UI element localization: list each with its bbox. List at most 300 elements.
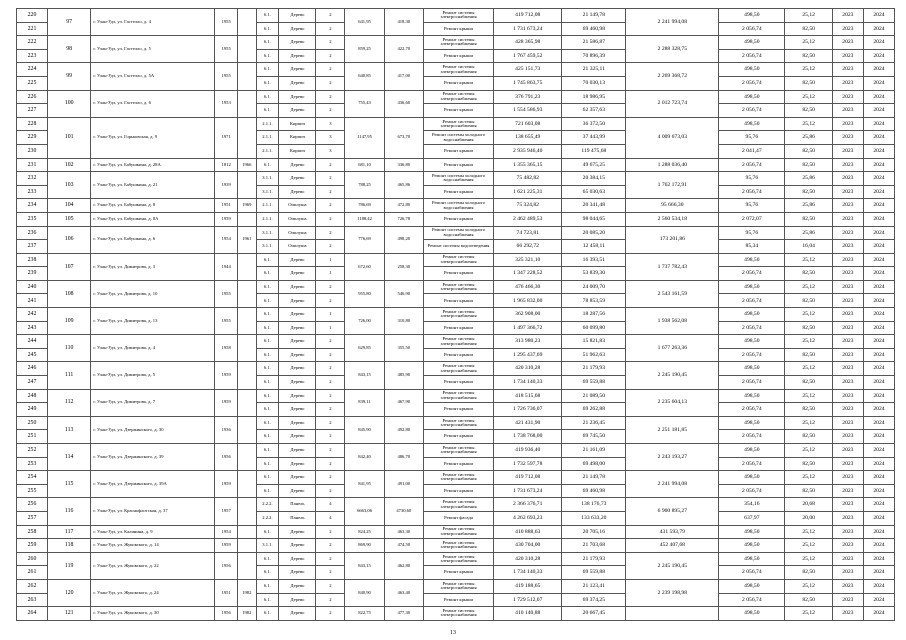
floors-count: 2 [316, 457, 345, 471]
floors-count: 4 [316, 498, 345, 512]
unit-price: 82,50 [785, 376, 833, 390]
plan-year-start: 2023 [832, 144, 863, 158]
cost-extra: 21 236,45 [562, 416, 626, 430]
floors-count: 3 [316, 131, 345, 145]
plan-year-end: 2024 [863, 49, 894, 63]
wall-code: 6.1. [256, 49, 279, 63]
row-number: 226 [17, 90, 48, 104]
wall-code: 6.1. [256, 63, 279, 77]
house-total: 6 900 895,27 [626, 498, 719, 525]
reconstruction-year [238, 389, 257, 416]
plan-year-start: 2023 [832, 348, 863, 362]
plan-year-start: 2023 [832, 566, 863, 580]
unit-price: 82,50 [785, 294, 833, 308]
address-cell: г. Улан-Удэ, ул. Гастелло, д. 6 [91, 90, 215, 117]
unit-rate: 498,50 [719, 607, 785, 621]
total-area: 1147,95 [345, 117, 384, 158]
work-type: Ремонт системы электроснабжения [423, 90, 493, 104]
floors-count: 2 [316, 416, 345, 430]
plan-year-start: 2023 [832, 240, 863, 254]
house-total: 2 012 723,74 [626, 90, 719, 117]
object-number: 110 [47, 335, 90, 362]
plan-year-start: 2023 [832, 525, 863, 539]
cost-extra: 21 149,78 [562, 471, 626, 485]
work-type: Ремонт системы электроснабжения [423, 444, 493, 458]
work-type: Ремонт системы электроснабжения [423, 607, 493, 621]
wall-code: 3.1.1. [256, 185, 279, 199]
plan-year-end: 2024 [863, 267, 894, 281]
table-row [17, 280, 895, 294]
plan-year-start: 2023 [832, 158, 863, 172]
work-type: Ремонт системы электроснабжения [423, 308, 493, 322]
table-row [17, 525, 895, 539]
work-type: Ремонт системы холодного водоснабжения [423, 172, 493, 186]
plan-year-start: 2023 [832, 63, 863, 77]
unit-price: 82,50 [785, 321, 833, 335]
work-cost: 313 980,23 [494, 335, 562, 349]
plan-year-start: 2023 [832, 308, 863, 322]
row-number: 247 [17, 376, 48, 390]
row-number: 251 [17, 430, 48, 444]
living-area: 492,80 [384, 416, 423, 443]
unit-rate: 95,76 [719, 172, 785, 186]
work-cost: 410 888,63 [494, 525, 562, 539]
total-area: 788,25 [345, 172, 384, 199]
work-type: Ремонт системы холодного водоснабжения [423, 199, 493, 213]
work-type: Ремонт крыши [423, 457, 493, 471]
work-type: Ремонт крыши [423, 267, 493, 281]
floors-count: 2 [316, 484, 345, 498]
table-row [17, 308, 895, 322]
work-cost: 420 310,28 [494, 552, 562, 566]
row-number: 220 [17, 9, 48, 23]
build-year: 1959 [215, 471, 238, 498]
wall-material: Дерево [279, 430, 316, 444]
unit-rate: 498,50 [719, 362, 785, 376]
cost-extra: 51 962,63 [562, 348, 626, 362]
wall-material: Дерево [279, 566, 316, 580]
wall-material: Дерево [279, 172, 316, 186]
wall-material: Дерево [279, 348, 316, 362]
address-cell: г. Улан-Удэ, ул. Жуковского, д. 24 [91, 579, 215, 606]
unit-price: 25,12 [785, 416, 833, 430]
row-number: 256 [17, 498, 48, 512]
house-total: 2 288 328,75 [626, 36, 719, 63]
object-number: 97 [47, 9, 90, 36]
work-cost: 325 321,10 [494, 253, 562, 267]
unit-rate: 2 056,74 [719, 376, 785, 390]
plan-year-end: 2024 [863, 226, 894, 240]
house-total: 2 241 994,08 [626, 9, 719, 36]
plan-year-end: 2024 [863, 430, 894, 444]
work-cost: 430 704,00 [494, 539, 562, 553]
unit-price: 25,12 [785, 9, 833, 23]
object-number: 99 [47, 63, 90, 90]
wall-material: Кирпич [279, 144, 316, 158]
object-number: 119 [47, 552, 90, 579]
unit-rate: 498,50 [719, 539, 785, 553]
work-type: Ремонт системы электроснабжения [423, 471, 493, 485]
plan-year-end: 2024 [863, 321, 894, 335]
reconstruction-year [238, 362, 257, 389]
work-cost: 74 723,81 [494, 226, 562, 240]
house-total: 95 666,30 [626, 199, 719, 213]
reconstruction-year [238, 471, 257, 498]
wall-material: Дерево [279, 593, 316, 607]
table-row [17, 117, 895, 131]
wall-material: Дерево [279, 158, 316, 172]
living-area: 463,30 [384, 525, 423, 539]
unit-price: 82,50 [785, 348, 833, 362]
table-row [17, 90, 895, 104]
plan-year-end: 2024 [863, 104, 894, 118]
object-number: 107 [47, 253, 90, 280]
plan-year-end: 2024 [863, 484, 894, 498]
wall-material: Дерево [279, 389, 316, 403]
address-cell: г. Улан-Удэ, ул. Димитрова, д. 5 [91, 362, 215, 389]
plan-year-end: 2024 [863, 362, 894, 376]
cost-extra: 62 357,63 [562, 104, 626, 118]
object-number: 116 [47, 498, 90, 525]
plan-year-start: 2023 [832, 457, 863, 471]
wall-code: 6.1. [256, 90, 279, 104]
wall-code: 6.1. [256, 552, 279, 566]
wall-code: 6.1. [256, 444, 279, 458]
address-cell: г. Улан-Удэ, ул. Бабушкина, д. 28А [91, 158, 215, 172]
cost-extra: 24 009,70 [562, 280, 626, 294]
address-cell: г. Улан-Удэ, ул. Бабушкина, д. 6 [91, 226, 215, 253]
plan-year-end: 2024 [863, 403, 894, 417]
unit-price: 82,50 [785, 403, 833, 417]
wall-code: 3.1.1. [256, 539, 279, 553]
wall-material: Дерево [279, 471, 316, 485]
build-year: 1958 [215, 335, 238, 362]
wall-code: 2.1.1. [256, 199, 279, 213]
house-total: 1 677 263,36 [626, 335, 719, 362]
table-row [17, 416, 895, 430]
living-area: 486,70 [384, 444, 423, 471]
unit-rate: 498,50 [719, 9, 785, 23]
work-type: Ремонт системы электроснабжения [423, 539, 493, 553]
work-cost: 419 712,08 [494, 471, 562, 485]
work-type: Ремонт системы электроснабжения [423, 36, 493, 50]
unit-rate: 498,50 [719, 90, 785, 104]
wall-material: Дерево [279, 525, 316, 539]
row-number: 223 [17, 49, 48, 63]
unit-price: 25,12 [785, 389, 833, 403]
house-total: 2 560 534,18 [626, 212, 719, 226]
total-area: 845,90 [345, 416, 384, 443]
wall-code: 3.1.1. [256, 226, 279, 240]
cost-extra: 60 099,80 [562, 321, 626, 335]
object-number: 103 [47, 172, 90, 199]
work-type: Ремонт системы электроснабжения [423, 335, 493, 349]
floors-count: 2 [316, 36, 345, 50]
work-type: Ремонт крыши [423, 22, 493, 36]
unit-price: 82,50 [785, 76, 833, 90]
unit-rate: 2 056,74 [719, 348, 785, 362]
unit-price: 25,12 [785, 117, 833, 131]
work-type: Ремонт системы электроснабжения [423, 389, 493, 403]
unit-price: 82,50 [785, 457, 833, 471]
unit-rate: 95,76 [719, 226, 785, 240]
wall-code: 6.1. [256, 389, 279, 403]
unit-price: 25,12 [785, 36, 833, 50]
total-area: 641,95 [345, 9, 384, 36]
unit-price: 25,12 [785, 579, 833, 593]
plan-year-start: 2023 [832, 267, 863, 281]
total-area: 955,80 [345, 280, 384, 307]
cost-extra: 69 745,50 [562, 430, 626, 444]
plan-year-end: 2024 [863, 22, 894, 36]
object-number: 113 [47, 416, 90, 443]
work-cost: 1 767 459,52 [494, 49, 562, 63]
unit-rate: 498,50 [719, 335, 785, 349]
address-cell: г. Улан-Удэ, ул. Гастелло, д. 5 [91, 36, 215, 63]
wall-material: Дерево [279, 607, 316, 621]
plan-year-start: 2023 [832, 226, 863, 240]
living-area: 462,80 [384, 552, 423, 579]
unit-rate: 2 056,74 [719, 158, 785, 172]
address-cell: г. Улан-Удэ, ул. Гастелло, д. 5А [91, 63, 215, 90]
work-type: Ремонт крыши [423, 185, 493, 199]
address-cell: г. Улан-Удэ, ул. Дзержинского, д. 30 [91, 416, 215, 443]
plan-year-end: 2024 [863, 444, 894, 458]
total-area: 1188,42 [345, 212, 384, 226]
total-area: 629,85 [345, 335, 384, 362]
unit-rate: 354,16 [719, 498, 785, 512]
row-number: 221 [17, 22, 48, 36]
unit-rate: 498,50 [719, 579, 785, 593]
wall-code: 6.1. [256, 607, 279, 621]
plan-year-end: 2024 [863, 457, 894, 471]
plan-year-start: 2023 [832, 539, 863, 553]
row-number: 244 [17, 335, 48, 349]
floors-count: 2 [316, 280, 345, 294]
living-area: 436,60 [384, 90, 423, 117]
work-cost: 1 295 437,69 [494, 348, 562, 362]
unit-rate: 498,50 [719, 253, 785, 267]
reconstruction-year [238, 335, 257, 362]
living-area: 355,50 [384, 335, 423, 362]
address-cell: г. Улан-Удэ, ул. Калинина, д. 9 [91, 525, 215, 539]
capital-repair-table [16, 8, 895, 621]
floors-count: 2 [316, 212, 345, 226]
total-area: 822,75 [345, 607, 384, 621]
wall-material: Дерево [279, 253, 316, 267]
unit-price: 25,86 [785, 199, 833, 213]
total-area: 842,40 [345, 444, 384, 471]
work-type: Ремонт системы электроснабжения [423, 9, 493, 23]
unit-price: 25,12 [785, 90, 833, 104]
object-number: 106 [47, 226, 90, 253]
row-number: 231 [17, 158, 48, 172]
table-row [17, 444, 895, 458]
wall-material: Дерево [279, 362, 316, 376]
build-year: 1955 [215, 308, 238, 335]
floors-count: 2 [316, 389, 345, 403]
work-type: Ремонт крыши [423, 104, 493, 118]
work-cost: 476 466,30 [494, 280, 562, 294]
cost-extra: 78 853,59 [562, 294, 626, 308]
wall-code: 2.2.2. [256, 511, 279, 525]
floors-count: 2 [316, 348, 345, 362]
reconstruction-year [238, 90, 257, 117]
row-number: 255 [17, 484, 48, 498]
wall-code: 6.1. [256, 22, 279, 36]
wall-material: Дерево [279, 308, 316, 322]
floors-count: 2 [316, 172, 345, 186]
build-year: 1951 [215, 579, 238, 606]
cost-extra: 12 458,11 [562, 240, 626, 254]
row-number: 240 [17, 280, 48, 294]
build-year: 1955 [215, 9, 238, 36]
unit-rate: 2 056,74 [719, 22, 785, 36]
work-type: Ремонт системы электроснабжения [423, 525, 493, 539]
cost-extra: 69 559,88 [562, 566, 626, 580]
work-cost: 2 462 489,53 [494, 212, 562, 226]
unit-rate: 2 056,74 [719, 593, 785, 607]
house-total: 1 762 172,91 [626, 172, 719, 199]
reconstruction-year [238, 253, 257, 280]
object-number: 115 [47, 471, 90, 498]
total-area: 776,69 [345, 226, 384, 253]
cost-extra: 20 085,20 [562, 226, 626, 240]
unit-price: 16,04 [785, 240, 833, 254]
work-type: Ремонт крыши [423, 76, 493, 90]
build-year: 1939 [215, 172, 238, 199]
house-total: 431 593,79 [626, 525, 719, 539]
house-total: 2 245 190,45 [626, 362, 719, 389]
cost-extra: 65 030,63 [562, 185, 626, 199]
work-cost: 1 731 673,24 [494, 22, 562, 36]
cost-extra: 69 559,88 [562, 376, 626, 390]
row-number: 237 [17, 240, 48, 254]
total-area: 824,25 [345, 525, 384, 539]
build-year: 1951 [215, 199, 238, 213]
wall-code: 6.1. [256, 267, 279, 281]
unit-price: 25,12 [785, 362, 833, 376]
wall-code: 6.1. [256, 335, 279, 349]
wall-code: 6.1. [256, 308, 279, 322]
reconstruction-year [238, 36, 257, 63]
reconstruction-year [238, 525, 257, 539]
house-total: 2 241 994,08 [626, 471, 719, 498]
cost-extra: 69 460,98 [562, 484, 626, 498]
unit-rate: 498,50 [719, 471, 785, 485]
living-area: 465,86 [384, 172, 423, 199]
wall-code: 2.1.1. [256, 212, 279, 226]
plan-year-end: 2024 [863, 144, 894, 158]
row-number: 259 [17, 539, 48, 553]
wall-material: Опилуша [279, 226, 316, 240]
object-number: 114 [47, 444, 90, 471]
total-area: 859,25 [345, 36, 384, 63]
plan-year-end: 2024 [863, 199, 894, 213]
build-year: 1954 [215, 226, 238, 253]
house-total: 2 243 193,27 [626, 444, 719, 471]
row-number: 224 [17, 63, 48, 77]
reconstruction-year [238, 552, 257, 579]
object-number: 111 [47, 362, 90, 389]
build-year: 1936 [215, 416, 238, 443]
unit-rate: 498,50 [719, 308, 785, 322]
plan-year-start: 2023 [832, 280, 863, 294]
cost-extra: 21 703,68 [562, 539, 626, 553]
living-area: 336,80 [384, 158, 423, 172]
build-year: 1812 [215, 158, 238, 172]
wall-code: 6.1. [256, 593, 279, 607]
object-number: 120 [47, 579, 90, 606]
work-type: Ремонт крыши [423, 566, 493, 580]
living-area: 463,40 [384, 579, 423, 606]
wall-material: Дерево [279, 294, 316, 308]
wall-material: Дерево [279, 185, 316, 199]
cost-extra: 69 374,25 [562, 593, 626, 607]
address-cell: г. Улан-Удэ, ул. Краснофлотская, д. 37 [91, 498, 215, 525]
build-year: 1954 [215, 525, 238, 539]
living-area: 417,00 [384, 63, 423, 90]
plan-year-start: 2023 [832, 416, 863, 430]
unit-price: 25,12 [785, 525, 833, 539]
wall-material: Дерево [279, 90, 316, 104]
floors-count: 3 [316, 117, 345, 131]
living-area: 673,70 [384, 117, 423, 158]
row-number: 234 [17, 199, 48, 213]
plan-year-start: 2023 [832, 253, 863, 267]
build-year: 1959 [215, 389, 238, 416]
work-cost: 410 140,88 [494, 607, 562, 621]
unit-price: 25,12 [785, 471, 833, 485]
row-number: 248 [17, 389, 48, 403]
plan-year-end: 2024 [863, 308, 894, 322]
unit-rate: 498,50 [719, 444, 785, 458]
work-type: Ремонт крыши [423, 294, 493, 308]
work-type: Ремонт крыши [423, 376, 493, 390]
row-number: 257 [17, 511, 48, 525]
wall-code: 2.1.1. [256, 144, 279, 158]
address-cell: г. Улан-Удэ, ул. Жуковского, д. 30 [91, 607, 215, 621]
address-cell: г. Улан-Удэ, ул. Димитрова, д. 7 [91, 389, 215, 416]
plan-year-end: 2024 [863, 9, 894, 23]
wall-code: 6.1. [256, 158, 279, 172]
unit-rate: 2 056,74 [719, 76, 785, 90]
row-number: 229 [17, 131, 48, 145]
unit-price: 82,50 [785, 22, 833, 36]
floors-count: 1 [316, 253, 345, 267]
wall-code: 6.1. [256, 104, 279, 118]
unit-rate: 498,50 [719, 280, 785, 294]
unit-rate: 95,76 [719, 131, 785, 145]
cost-extra: 70 896,39 [562, 49, 626, 63]
living-area: 474,50 [384, 539, 423, 553]
work-type: Ремонт системы холодного водоснабжения [423, 131, 493, 145]
plan-year-start: 2023 [832, 90, 863, 104]
reconstruction-year: 1961 [238, 226, 257, 253]
object-number: 104 [47, 199, 90, 213]
address-cell: г. Улан-Удэ, ул. Дзержинского, д. 39 [91, 444, 215, 471]
plan-year-end: 2024 [863, 335, 894, 349]
floors-count: 2 [316, 607, 345, 621]
row-number: 264 [17, 607, 48, 621]
floors-count: 2 [316, 552, 345, 566]
floors-count: 2 [316, 90, 345, 104]
total-area: 755,43 [345, 90, 384, 117]
unit-rate: 498,50 [719, 525, 785, 539]
unit-rate: 498,50 [719, 389, 785, 403]
reconstruction-year [238, 416, 257, 443]
work-type: Ремонт крыши [423, 348, 493, 362]
